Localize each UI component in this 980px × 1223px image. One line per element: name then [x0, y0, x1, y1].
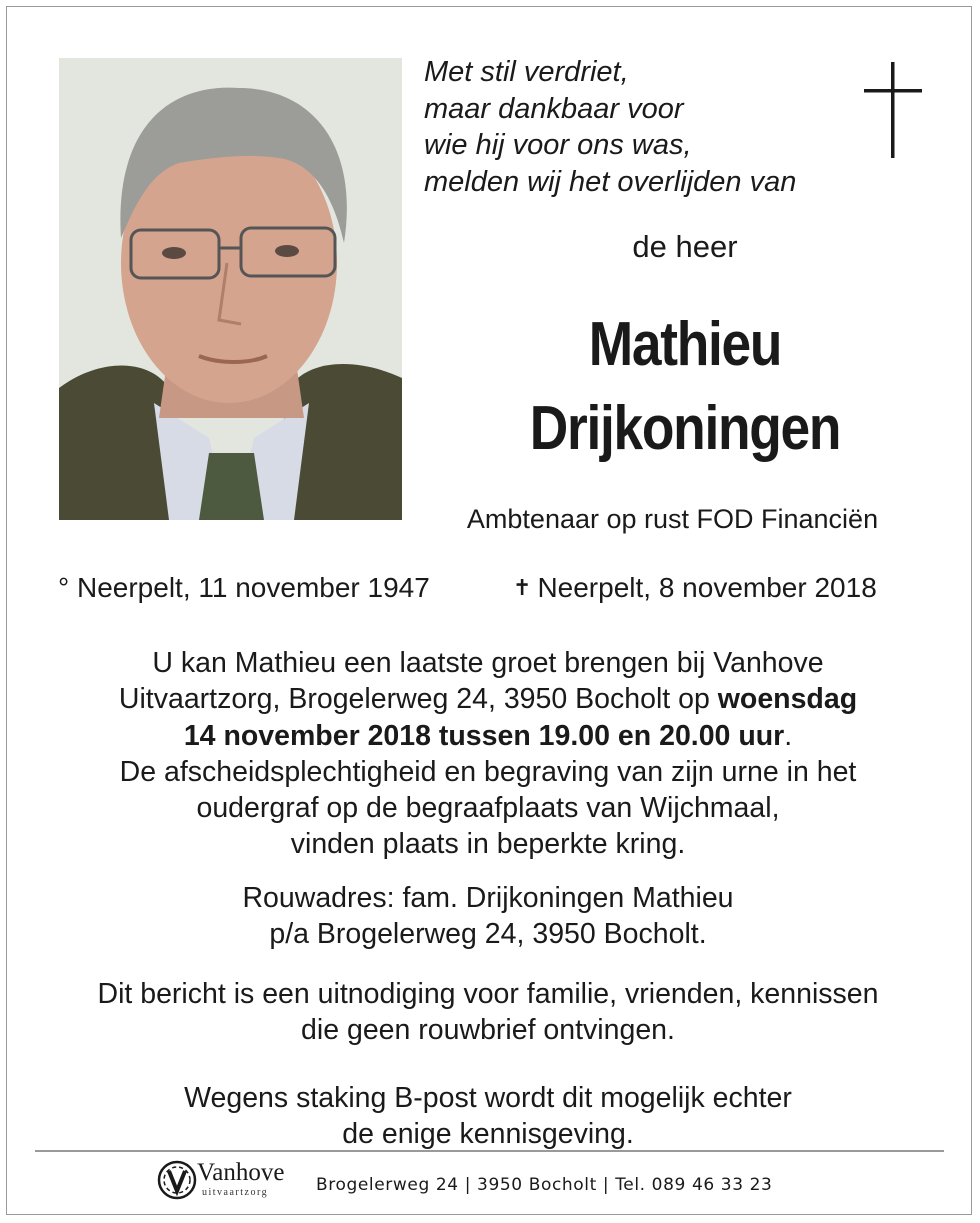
footer-divider: [35, 1150, 944, 1152]
poem-line: Met stil verdriet,: [424, 56, 629, 88]
bold-span: 14 november 2018 tussen 19.00 en 20.00 uur: [183, 719, 785, 752]
brand-subtitle: uitvaartzorg: [202, 1187, 269, 1198]
portrait-photo: [59, 58, 402, 520]
cross-icon: [864, 62, 922, 158]
text-line: die geen rouwbrief ontvingen.: [301, 1014, 675, 1047]
footer: [156, 1157, 856, 1203]
death-text: Neerpelt, 8 november 2018: [537, 572, 877, 603]
text-line: de enige kennisgeving.: [342, 1118, 634, 1151]
text-line: p/a Brogelerweg 24, 3950 Bocholt.: [269, 918, 707, 951]
honorific: de heer: [632, 229, 738, 264]
funeral-home-contact: Brogelerweg 24 | 3950 Bocholt | Tel. 089 46 33 23: [316, 1175, 773, 1195]
birth-symbol: °: [58, 572, 70, 603]
death-date: [513, 572, 877, 604]
text-line: [40, 681, 936, 717]
text-line: Rouwadres: fam. Drijkoningen Mathieu: [242, 882, 734, 914]
text-line: [40, 718, 936, 754]
poem-line: melden wij het overlijden van: [424, 165, 797, 198]
text-line: U kan Mathieu een laatste groet brengen bij Vanhove: [152, 647, 824, 679]
poem-line: maar dankbaar voor: [424, 92, 684, 125]
last-name: Drijkoningen: [529, 394, 841, 463]
dagger-icon: ✝: [513, 575, 532, 600]
vanhove-logo-icon: [156, 1157, 202, 1203]
text-line: Wegens staking B-post wordt dit mogelijk echter: [184, 1082, 792, 1114]
brand-name: Vanhove: [197, 1159, 285, 1186]
text-span: .: [784, 719, 793, 752]
poem-line: wie hij voor ons was,: [424, 129, 692, 161]
occupation: Ambtenaar op rust FOD Financiën: [466, 504, 879, 534]
text-line: Dit bericht is een uitnodiging voor familie, vrienden, kennissen: [97, 978, 879, 1010]
invitation-paragraph: [40, 976, 936, 1049]
strike-note: [40, 1080, 936, 1153]
bold-span: woensdag: [717, 683, 858, 716]
birth-date: [58, 572, 430, 604]
poem: [424, 54, 796, 200]
first-name: Mathieu: [588, 310, 782, 379]
text-span: Uitvaartzorg, Brogelerweg 24, 3950 Bocholt op: [118, 683, 718, 716]
visitation-paragraph: [40, 645, 936, 863]
mourning-address: [40, 880, 936, 953]
birth-text: Neerpelt, 11 november 1947: [76, 572, 430, 603]
text-line: oudergraf op de begraafplaats van Wijchmaal,: [196, 792, 780, 825]
text-line: De afscheidsplechtigheid en begraving van zijn urne in het: [119, 755, 857, 788]
text-line: vinden plaats in beperkte kring.: [290, 828, 686, 861]
